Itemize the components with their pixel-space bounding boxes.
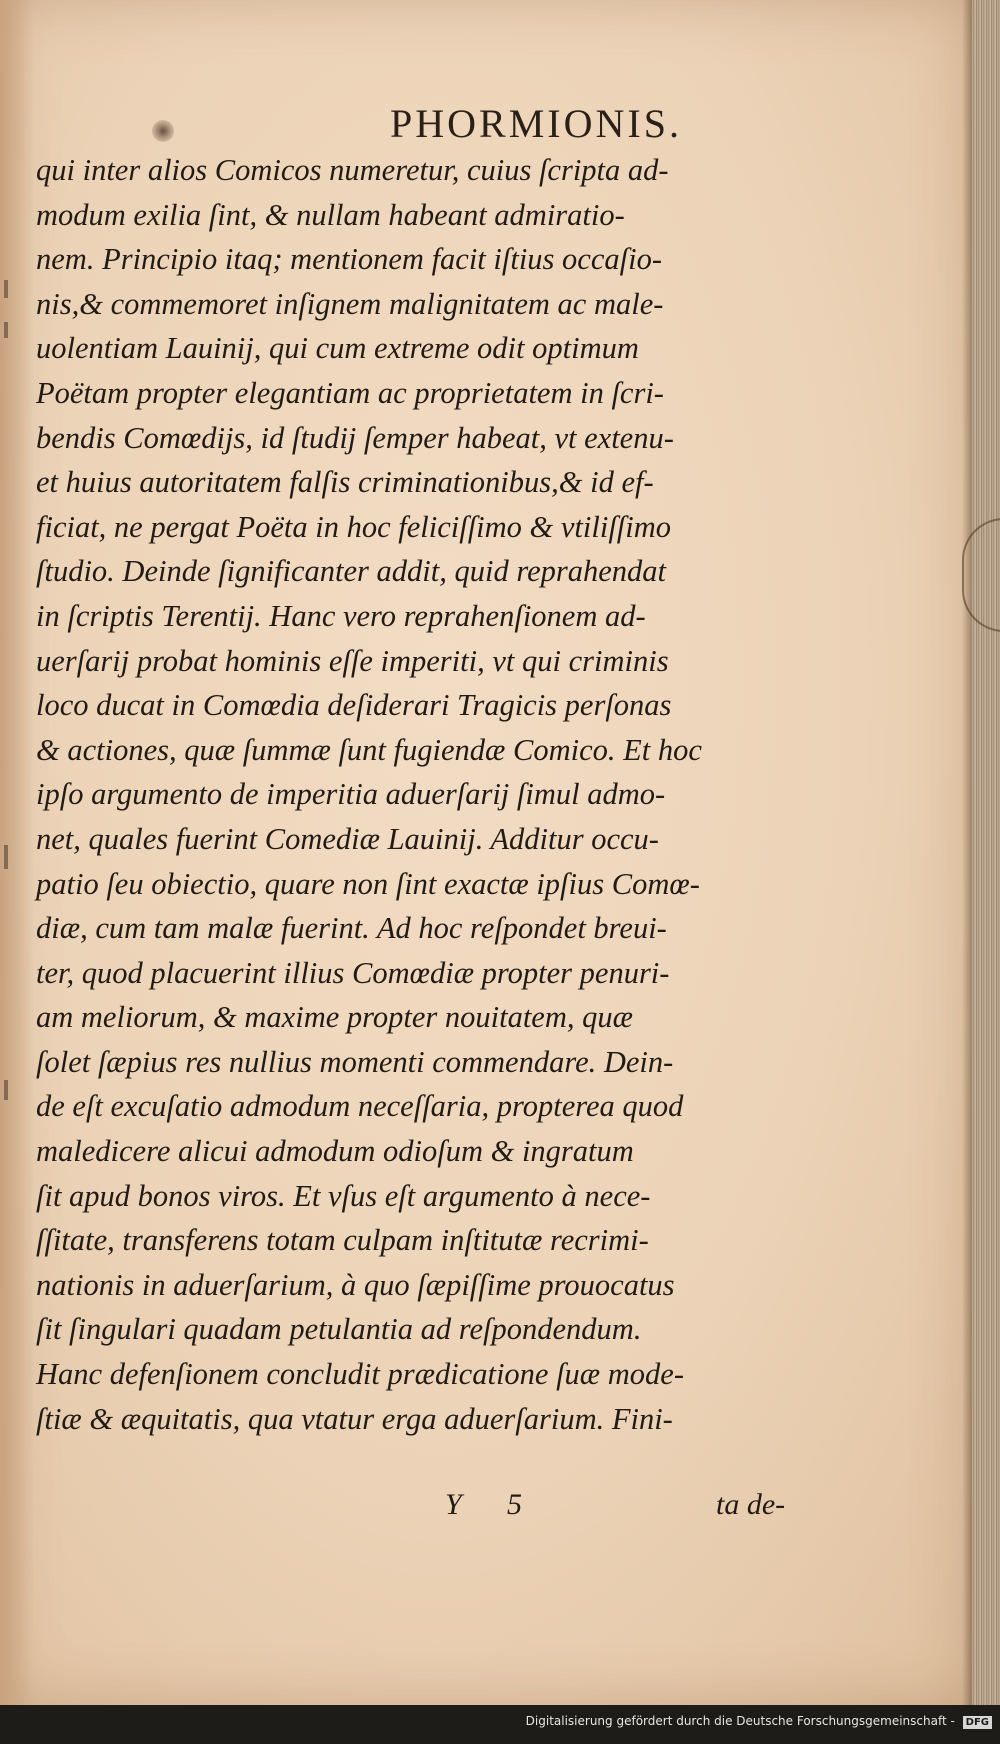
text-line: uerſarij probat hominis eſſe imperiti, vt qui criminis: [36, 643, 669, 678]
page-edge-stack: [972, 0, 1000, 1705]
text-line: loco ducat in Comœdia deſiderari Tragicis perſonas: [36, 688, 672, 723]
text-line: ter, quod placuerint illius Comœdiæ propter penuri-: [36, 955, 670, 990]
margin-mark: [4, 322, 8, 338]
text-line: qui inter alios Comicos numeretur, cuius ſcripta ad-: [36, 153, 669, 187]
text-line: patio ſeu obiectio, quare non ſint exactæ ipſius Comœ-: [36, 866, 700, 901]
signature-mark: Y: [445, 1488, 462, 1521]
text-line: am meliorum, & maxime propter nouitatem, quæ: [36, 1000, 633, 1035]
text-line: modum exilia ſint, & nullam habeant admiratio-: [36, 197, 625, 232]
text-line: bendis Comœdijs, id ſtudij ſemper habeat, vt extenu-: [36, 420, 674, 455]
text-line: ſolet ſæpius res nullius momenti commendare. Dein-: [36, 1044, 674, 1079]
text-line: et huius autoritatem falſis criminationibus,& id ef-: [36, 465, 654, 500]
footer-credit-text: Digitalisierung gefördert durch die Deutsche Forschungsgemeinschaft -: [525, 1714, 955, 1728]
text-line: ipſo argumento de imperitia aduerſarij ſimul admo-: [36, 777, 666, 812]
text-line: ſtudio. Deinde ſignificanter addit, quid reprahendat: [36, 554, 666, 589]
text-line: diæ, cum tam malæ fuerint. Ad hoc reſpondet breui-: [36, 911, 667, 946]
text-line: de eſt excuſatio admodum neceſſaria, propterea quod: [36, 1089, 684, 1124]
running-head: PHORMIONIS.: [390, 101, 682, 146]
signature-number: 5: [507, 1488, 522, 1521]
catchword: ta de-: [716, 1488, 786, 1521]
text-line: ſtiæ & æquitatis, qua vtatur erga aduerſarium. Fini-: [36, 1401, 673, 1436]
text-line: nationis in aduerſarium, à quo ſæpiſſime prouocatus: [36, 1267, 675, 1302]
text-line: uolentiam Lauinij, qui cum extreme odit optimum: [36, 331, 639, 366]
text-line: Hanc defenſionem concludit prædicatione ſuæ mode-: [36, 1357, 684, 1392]
text-line: maledicere alicui admodum odioſum & ingratum: [36, 1134, 634, 1169]
margin-mark: [4, 280, 8, 298]
text-line: & actiones, quæ ſummæ ſunt fugiendæ Comico. Et hoc: [36, 732, 702, 767]
text-line: ſſitate, transferens totam culpam inſtitutæ recrimi-: [36, 1223, 649, 1258]
text-line: ficiat, ne pergat Poëta in hoc feliciſſimo & vtiliſſimo: [36, 509, 672, 544]
text-line: in ſcriptis Terentij. Hanc vero reprahenſionem ad-: [36, 598, 646, 633]
footer-credit: [526, 1714, 992, 1729]
text-line: net, quales fuerint Comediæ Lauinij. Additur occu-: [36, 821, 659, 856]
text-line: nem. Principio itaq; mentionem facit iſtius occaſio-: [36, 242, 662, 277]
margin-mark: [4, 1080, 8, 1100]
margin-mark: [4, 845, 8, 869]
text-line: ſit ſingulari quadam petulantia ad reſpondendum.: [36, 1312, 642, 1347]
text-line: ſit apud bonos viros. Et vſus eſt argumento à nece-: [36, 1178, 651, 1213]
text-line: Poëtam propter elegantiam ac proprietatem in ſcri-: [36, 375, 664, 410]
body-text: [36, 148, 822, 1441]
dfg-logo: DFG: [963, 1716, 992, 1729]
text-line: nis,& commemoret inſignem malignitatem ac male-: [36, 286, 664, 321]
